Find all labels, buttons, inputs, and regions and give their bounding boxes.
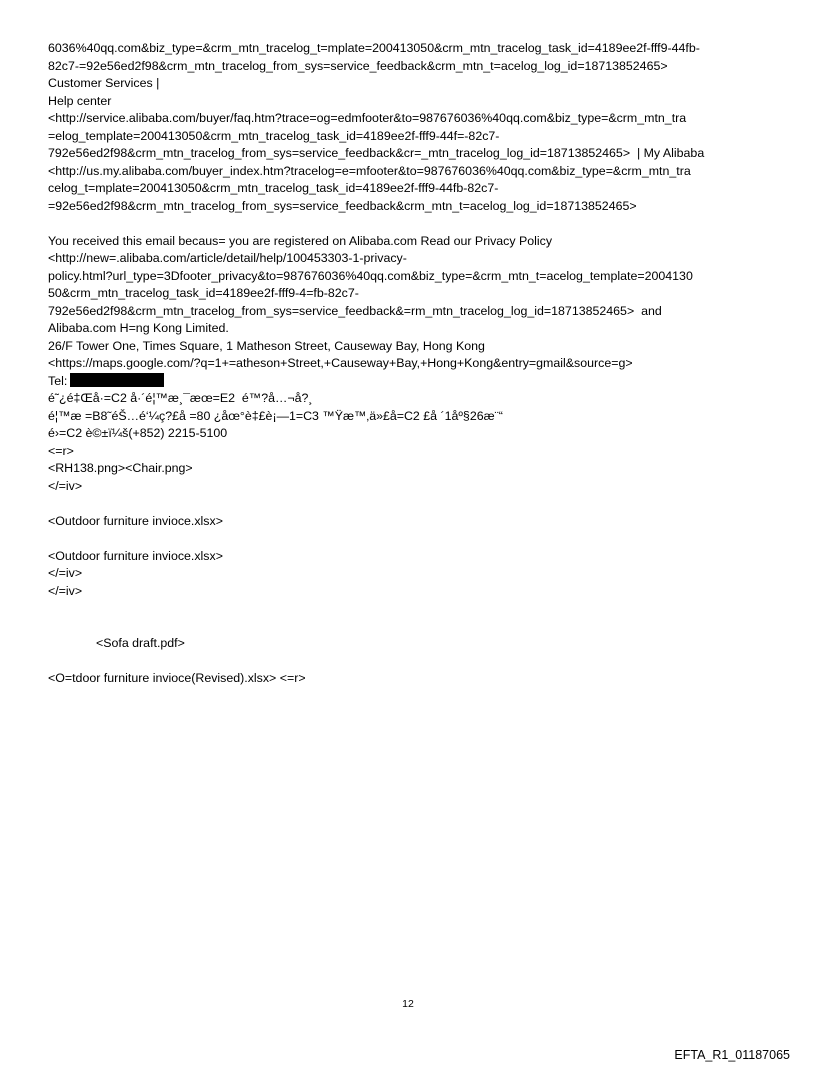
text-line: </=iv> — [48, 566, 83, 580]
text-line: policy.html?url_type=3Dfooter_privacy&to=987676036%40qq.com&biz_type=&crm_mtn_t=acelog_template=2004130 — [48, 268, 693, 283]
attachment-line: <Sofa draft.pdf> — [96, 636, 185, 650]
text-line: </=iv> — [48, 478, 83, 493]
attachment-line: <Outdoor furniture invioce.xlsx> — [48, 513, 223, 528]
text-line: Help center — [48, 93, 112, 108]
text-line: You received this email becaus= you are registered on Alibaba.com Read our Privacy Policy — [48, 233, 553, 248]
page-number: 12 — [402, 998, 414, 1010]
blank-line — [48, 600, 788, 635]
email-body — [48, 40, 788, 688]
text-line: é¦™æ =B8˜éŠ…é‘¼ç?£å =80 ¿åœ°è‡£è¡—1=C3 ™Ÿæ™‚ä»£å=C2 £å ´1åº§26æ¨“ — [48, 408, 503, 423]
text-line: <https://maps.google.com/?q=1+=atheson+Street,+Causeway+Bay,+Hong+Kong&entry=gmail&source=g> — [48, 356, 633, 370]
text-line: celog_t=mplate=200413050&crm_mtn_tracelog_task_id=4189ee2f-fff9-44fb-82c7- — [48, 181, 499, 195]
text-line: <http://us.my.alibaba.com/buyer_index.htm?tracelog=e=mfooter&to=987676036%40qq.com&biz_type=&crm_mtn_tra — [48, 163, 691, 178]
text-line: <RH138.png><Chair.png> — [48, 461, 193, 475]
redaction-box — [70, 373, 164, 387]
blank-line — [48, 495, 788, 513]
text-line: 26/F Tower One, Times Square, 1 Matheson Street, Causeway Bay, Hong Kong — [48, 338, 485, 353]
text-line: <http://service.alibaba.com/buyer/faq.htm?trace=og=edmfooter&to=987676036%40qq.com&biz_type=&crm_mtn_tra — [48, 111, 687, 125]
text-line: Customer Services | — [48, 76, 160, 90]
bates-number: EFTA_R1_01187065 — [674, 1048, 790, 1062]
text-line: é˜¿é‡Œå·=C2 å·´é¦™æ¸¯æœ=E2 é™?å…¬å?¸ — [48, 391, 313, 405]
text-line: 6036%40qq.com&biz_type=&crm_mtn_tracelog_t=mplate=200413050&crm_mtn_tracelog_task_id=4189ee2f-fff9-44fb- — [48, 41, 700, 55]
blank-line — [48, 653, 788, 671]
text-line: <http://new=.alibaba.com/article/detail/help/100453303-1-privacy- — [48, 251, 407, 265]
text-line: =92e56ed2f98&crm_mtn_tracelog_from_sys=service_feedback&crm_mtn_t=acelog_log_id=18713852465> — [48, 198, 637, 213]
text-line: 50&crm_mtn_tracelog_task_id=4189ee2f-fff9-4=fb-82c7- — [48, 286, 359, 300]
attachment-line: <O=tdoor furniture invioce(Revised).xlsx> <=r> — [48, 671, 306, 685]
text-line: 792e56ed2f98&crm_mtn_tracelog_from_sys=service_feedback&cr=_mtn_tracelog_log_id=18713852465> | My Alibaba — [48, 146, 705, 160]
text-line: =elog_template=200413050&crm_mtn_tracelog_task_id=4189ee2f-fff9-44f=-82c7- — [48, 128, 500, 143]
tel-line — [48, 373, 788, 391]
text-line: 792e56ed2f98&crm_mtn_tracelog_from_sys=service_feedback&=rm_mtn_tracelog_log_id=18713852465> and — [48, 303, 662, 318]
text-line: é›=C2 è©±ï¼š(+852) 2215-5100 — [48, 426, 228, 440]
blank-line — [48, 530, 788, 548]
text-line: 82c7-=92e56ed2f98&crm_mtn_tracelog_from_sys=service_feedback&crm_mtn_t=acelog_log_id=18713852465> — [48, 58, 668, 73]
text-line: </=iv> — [48, 583, 83, 598]
blank-line — [48, 215, 788, 233]
attachment-line: <Outdoor furniture invioce.xlsx> — [48, 548, 223, 563]
text-line: Alibaba.com H=ng Kong Limited. — [48, 321, 229, 335]
text-line: <=r> — [48, 443, 74, 458]
tel-label: Tel: — [48, 373, 68, 388]
